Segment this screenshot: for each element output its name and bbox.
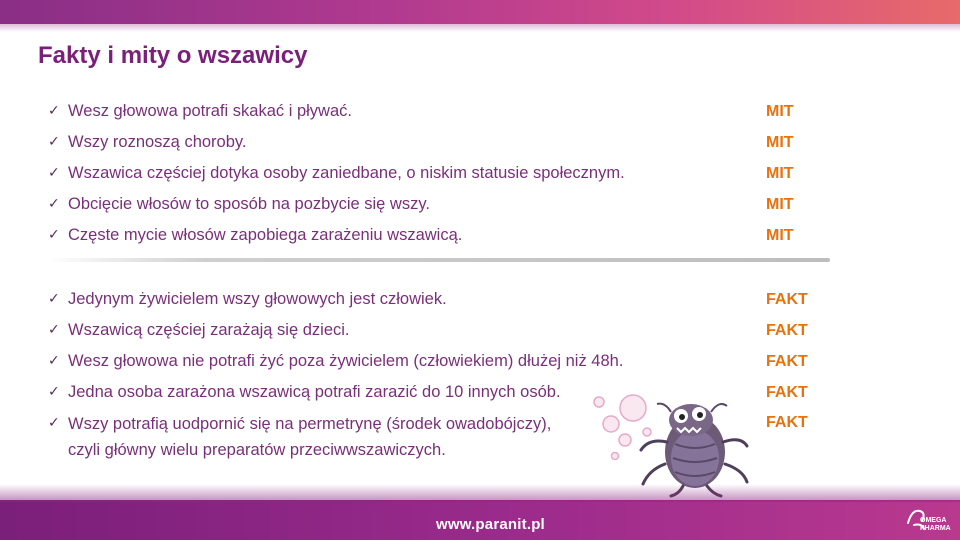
list-item-text: [68, 411, 551, 463]
check-icon: ✓: [48, 384, 60, 400]
logo-text-line2: PHARMA: [920, 525, 951, 532]
logo-text-line1: OMEGA: [920, 517, 947, 524]
top-decorative-band: [0, 0, 960, 24]
check-icon: ✓: [48, 415, 60, 431]
check-icon: ✓: [48, 196, 60, 212]
verdict-label: FAKT: [766, 322, 808, 339]
louse-mascot-icon: [585, 372, 765, 500]
check-icon: ✓: [48, 134, 60, 150]
page-title: Fakty i mity o wszawicy: [38, 42, 308, 69]
list-item: [48, 96, 828, 127]
verdict-label: FAKT: [766, 414, 808, 431]
list-item: [48, 315, 828, 346]
list-item-text: Wesz głowowa nie potrafi żyć poza żywicielem (człowiekiem) dłużej niż 48h.: [68, 352, 624, 370]
list-item-text: Jedna osoba zarażona wszawicą potrafi zarazić do 10 innych osób.: [68, 383, 561, 401]
louse-body-icon: [641, 404, 747, 496]
myths-list: [48, 96, 828, 251]
list-item: [48, 158, 828, 189]
check-icon: ✓: [48, 291, 60, 307]
verdict-label: FAKT: [766, 353, 808, 370]
list-item-text: Wszawica częściej dotyka osoby zaniedbane, o niskim statusie społecznym.: [68, 164, 625, 182]
section-divider: [48, 258, 830, 262]
check-icon: ✓: [48, 227, 60, 243]
list-item-text: Częste mycie włosów zapobiega zarażeniu wszawicą.: [68, 226, 463, 244]
check-icon: ✓: [48, 322, 60, 338]
list-item-text: Wszawicą częściej zarażają się dzieci.: [68, 321, 350, 339]
footer-url-link[interactable]: www.paranit.pl: [436, 516, 545, 533]
logo-text: [920, 517, 960, 533]
list-item-text: Obcięcie włosów to sposób na pozbycie się wszy.: [68, 195, 430, 213]
list-item: [48, 127, 828, 158]
verdict-label: MIT: [766, 165, 794, 182]
list-item: [48, 220, 828, 251]
list-item-text: Wszy roznoszą choroby.: [68, 133, 247, 151]
list-item: [48, 189, 828, 220]
list-item-text-line1: Wszy potrafią uodpornić się na permetrynę (środek owadobójczy),: [68, 415, 552, 433]
list-item-text-line2: czyli główny wielu preparatów przeciwwszawiczych.: [68, 441, 446, 459]
verdict-label: FAKT: [766, 291, 808, 308]
verdict-label: MIT: [766, 196, 794, 213]
verdict-label: MIT: [766, 134, 794, 151]
check-icon: ✓: [48, 353, 60, 369]
verdict-label: MIT: [766, 103, 794, 120]
list-item-text: Wesz głowowa potrafi skakać i pływać.: [68, 102, 352, 120]
check-icon: ✓: [48, 165, 60, 181]
list-item: [48, 284, 828, 315]
check-icon: ✓: [48, 103, 60, 119]
verdict-label: MIT: [766, 227, 794, 244]
list-item-text: Jedynym żywicielem wszy głowowych jest człowiek.: [68, 290, 447, 308]
verdict-label: FAKT: [766, 384, 808, 401]
